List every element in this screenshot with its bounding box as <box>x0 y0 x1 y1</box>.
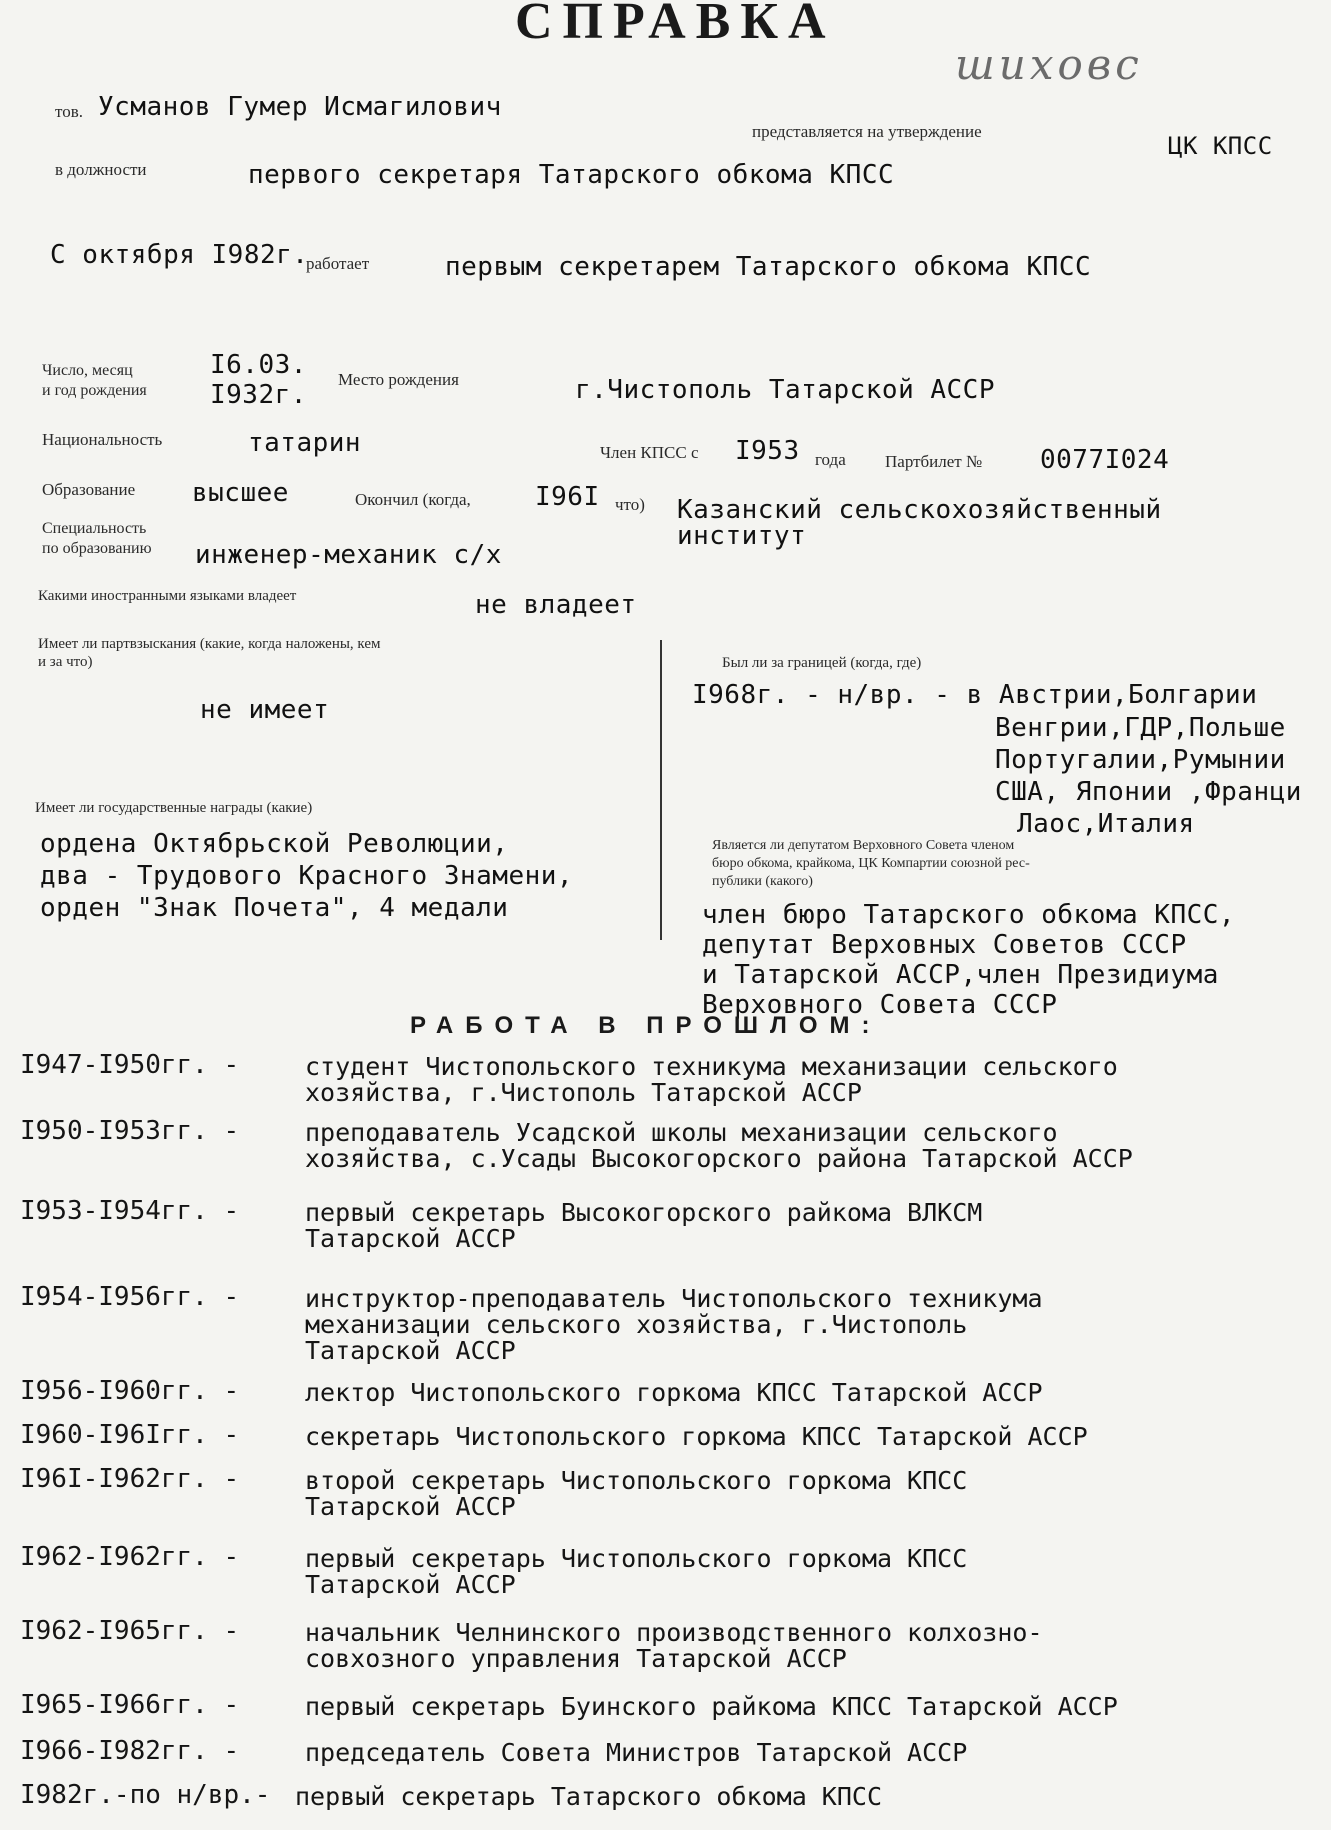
penalties-label-1: Имеет ли партвзыскания (какие, когда наложены, кем <box>38 636 381 652</box>
work-line: первый секретарь Буинского райкома КПСС Татарской АССР <box>305 1692 1118 1721</box>
deputy-list <box>702 900 1235 1020</box>
abroad-line: Венгрии,ГДР,Польше <box>995 713 1286 743</box>
award-line: орден "Знак Почета", 4 медали <box>40 893 509 923</box>
abroad-line: Португалии,Румынии <box>995 745 1286 775</box>
work-line: первый секретарь Высокогорского райкома ВЛКСМ <box>305 1198 983 1227</box>
column-divider <box>660 640 662 940</box>
work-description <box>305 1054 1331 1106</box>
work-period: I96I-I962гг. - <box>20 1464 240 1494</box>
work-period: I956-I960гг. - <box>20 1376 240 1406</box>
specialty-label-1: Специальность <box>42 520 147 537</box>
person-name: Усманов Гумер Исмагилович <box>98 92 502 122</box>
languages-label: Какими иностранными языками владеет <box>38 588 297 604</box>
abroad-line: Лаос,Италия <box>1017 809 1195 839</box>
specialty-value: инженер-механик с/х <box>195 540 502 570</box>
submitted-label: представляется на утверждение <box>752 122 982 141</box>
work-description <box>305 1200 1331 1252</box>
work-line: хозяйства, г.Чистополь Татарской АССР <box>305 1078 862 1107</box>
work-line: первый секретарь Чистопольского горкома КПСС <box>305 1544 968 1573</box>
education-label: Образование <box>42 480 136 499</box>
institution-line: институт <box>677 521 807 551</box>
institution-line: Казанский сельскохозяйственный <box>677 495 1162 525</box>
work-description <box>305 1694 1331 1720</box>
birth-date-1: I6.03. <box>210 350 307 380</box>
work-line: преподаватель Усадской школы механизации сельского <box>305 1118 1058 1147</box>
work-line: первый секретарь Татарского обкома КПСС <box>295 1782 882 1811</box>
work-period: I982г.-по н/вр.- <box>20 1780 271 1810</box>
education-what-label: что) <box>615 495 645 514</box>
document-title: СПРАВКА <box>515 0 836 50</box>
work-period: I962-I962гг. - <box>20 1542 240 1572</box>
work-period: I960-I96Iгг. - <box>20 1420 240 1450</box>
deputy-label-2: бюро обкома, крайкома, ЦК Компартии союзной рес- <box>712 856 1030 871</box>
award-line: два - Трудового Красного Знамени, <box>40 861 574 891</box>
person-prefix: тов. <box>55 102 83 121</box>
work-line: хозяйства, с.Усады Высокогорского района Татарской АССР <box>305 1144 1133 1173</box>
work-description <box>305 1120 1331 1172</box>
deputy-line: Верховного Совета СССР <box>702 990 1058 1020</box>
work-line: председатель Совета Министров Татарской АССР <box>305 1738 968 1767</box>
work-description <box>305 1620 1331 1672</box>
work-line: механизации сельского хозяйства, г.Чистополь <box>305 1310 968 1339</box>
work-line: второй секретарь Чистопольского горкома КПСС <box>305 1466 968 1495</box>
deputy-line: член бюро Татарского обкома КПСС, <box>702 900 1236 930</box>
education-value: высшее <box>192 478 289 508</box>
work-period: I962-I965гг. - <box>20 1616 240 1646</box>
penalties-label-2: и за что) <box>38 654 93 670</box>
birth-date-label-2: и год рождения <box>42 382 147 399</box>
specialty-label-2: по образованию <box>42 540 152 557</box>
work-description <box>305 1380 1331 1406</box>
work-line: начальник Челнинского производственного колхозно- <box>305 1618 1043 1647</box>
work-line: Татарской АССР <box>305 1336 516 1365</box>
party-year-suffix: года <box>815 450 846 469</box>
submitted-to: ЦК КПСС <box>1168 132 1273 160</box>
party-card-label: Партбилет № <box>885 452 983 471</box>
work-description <box>305 1286 1331 1364</box>
work-description <box>305 1424 1331 1450</box>
birth-date-label-1: Число, месяц <box>42 362 133 379</box>
work-period: I953-I954гг. - <box>20 1196 240 1226</box>
deputy-label-3: публики (какого) <box>712 874 813 889</box>
work-line: лектор Чистопольского горкома КПСС Татарской АССР <box>305 1378 1043 1407</box>
education-year: I96I <box>535 482 600 512</box>
work-line: студент Чистопольского техникума механизации сельского <box>305 1052 1118 1081</box>
work-description <box>305 1546 1331 1598</box>
position-value: первого секретаря Татарского обкома КПСС <box>248 160 895 190</box>
handwritten-annotation: шиховс <box>955 40 1143 89</box>
party-card: 0077I024 <box>1040 445 1170 475</box>
work-line: инструктор-преподаватель Чистопольского техникума <box>305 1284 1043 1313</box>
position-label: в должности <box>55 160 147 179</box>
abroad-line-1: I968г. - н/вр. - в Австрии,Болгарии <box>692 680 1258 710</box>
birth-place: г.Чистополь Татарской АССР <box>575 375 995 405</box>
education-finished-label: Окончил (когда, <box>355 490 471 509</box>
party-year: I953 <box>735 436 800 466</box>
deputy-line: депутат Верховных Советов СССР <box>702 930 1187 960</box>
work-line: совхозного управления Татарской АССР <box>305 1644 847 1673</box>
deputy-label-1: Является ли депутатом Верховного Совета членом <box>712 838 1015 853</box>
awards-list <box>40 828 573 924</box>
abroad-countries <box>995 712 1302 840</box>
birth-date-2: I932г. <box>210 380 307 410</box>
nationality-value: татарин <box>248 428 362 458</box>
work-description <box>305 1740 1331 1766</box>
work-history-title: РАБОТА В ПРОШЛОМ: <box>410 1012 882 1039</box>
abroad-line: США, Японии ,Франци <box>995 777 1302 807</box>
work-line: Татарской АССР <box>305 1492 516 1521</box>
work-period: I947-I950гг. - <box>20 1050 240 1080</box>
award-line: ордена Октябрьской Революции, <box>40 829 509 859</box>
work-period: I966-I982гг. - <box>20 1736 240 1766</box>
birth-place-label: Место рождения <box>338 370 459 389</box>
current-value: первым секретарем Татарского обкома КПСС <box>445 252 1092 282</box>
party-member-label: Член КПСС с <box>600 443 699 462</box>
current-works-label: работает <box>306 254 370 273</box>
work-period: I954-I956гг. - <box>20 1282 240 1312</box>
work-description <box>295 1784 1331 1810</box>
awards-label: Имеет ли государственные награды (какие) <box>35 800 313 816</box>
deputy-line: и Татарской АССР,член Президиума <box>702 960 1219 990</box>
abroad-label: Был ли за границей (когда, где) <box>722 655 922 671</box>
work-description <box>305 1468 1331 1520</box>
education-institution <box>677 497 1162 549</box>
penalties-value: не имеет <box>200 695 330 725</box>
work-line: Татарской АССР <box>305 1570 516 1599</box>
current-since: С октября I982г. <box>50 240 309 270</box>
nationality-label: Национальность <box>42 430 163 449</box>
work-period: I950-I953гг. - <box>20 1116 240 1146</box>
work-line: секретарь Чистопольского горкома КПСС Татарской АССР <box>305 1422 1088 1451</box>
work-line: Татарской АССР <box>305 1224 516 1253</box>
languages-value: не владеет <box>475 590 637 620</box>
work-period: I965-I966гг. - <box>20 1690 240 1720</box>
